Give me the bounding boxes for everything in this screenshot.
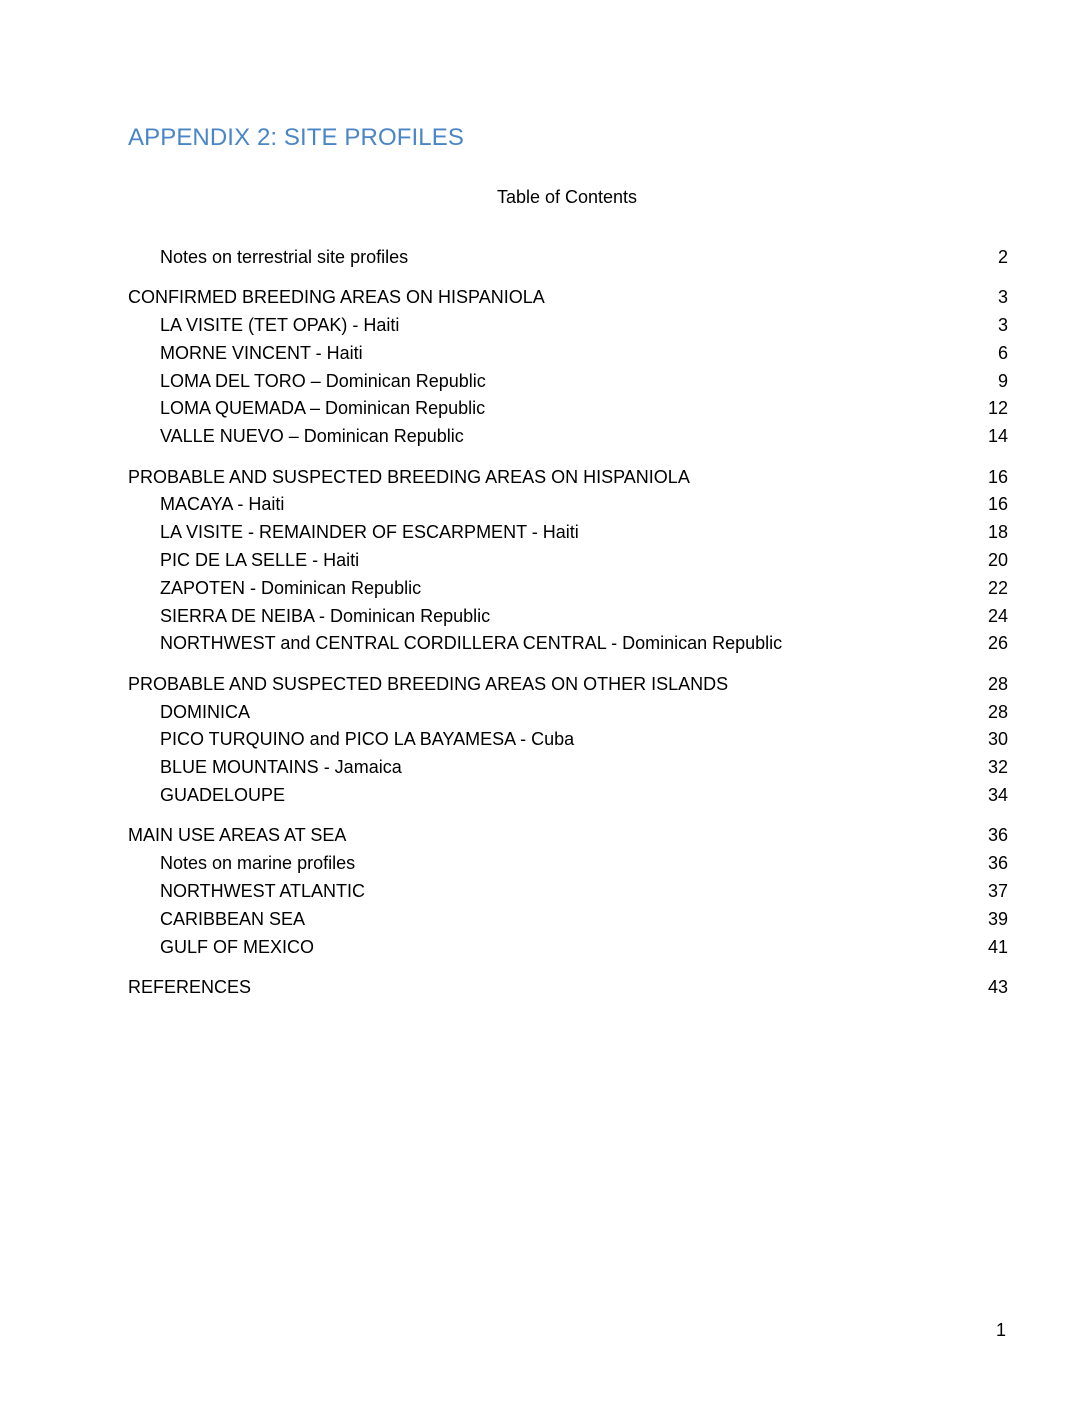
toc-entry-page: 3 [997,287,1008,307]
toc-entry-page: 37 [987,881,1008,901]
toc-entry-label: PROBABLE AND SUSPECTED BREEDING AREAS ON OTHER ISLANDS [128,674,729,694]
toc-entry-page: 43 [987,977,1008,997]
toc-entry[interactable] [160,396,1008,420]
toc-entry-label: Notes on marine profiles [160,853,356,873]
toc-entry-page: 12 [987,398,1008,418]
page-title: APPENDIX 2: SITE PROFILES [128,124,464,151]
toc-entry-label: LA VISITE - REMAINDER OF ESCARPMENT - Haiti [160,522,579,542]
toc-entry-label: NORTHWEST and CENTRAL CORDILLERA CENTRAL - Dominican Republic [160,633,783,653]
toc-entry-label: GUADELOUPE [160,785,286,805]
toc-entry-page: 24 [987,606,1008,626]
toc-entry[interactable] [160,604,1008,628]
toc-entry[interactable] [160,783,1008,807]
page-number: 1 [995,1320,1006,1340]
toc-entry[interactable] [160,907,1008,931]
toc-entry[interactable] [128,285,1008,309]
toc-entry-label: ZAPOTEN - Dominican Republic [160,578,422,598]
toc-entry-page: 30 [987,729,1008,749]
toc-entry[interactable] [160,727,1008,751]
toc-entry[interactable] [160,492,1008,516]
toc-entry-page: 26 [987,633,1008,653]
toc-entry-page: 34 [987,785,1008,805]
toc-entry-label: PROBABLE AND SUSPECTED BREEDING AREAS ON HISPANIOLA [128,467,690,487]
toc-entry-page: 28 [987,702,1008,722]
toc-heading: Table of Contents [496,187,638,207]
toc-entry-label: VALLE NUEVO – Dominican Republic [160,426,464,446]
toc-entry-page: 36 [987,853,1008,873]
toc-entry-label: DOMINICA [160,702,250,722]
toc-entry-label: MAIN USE AREAS AT SEA [128,825,347,845]
toc-entry[interactable] [160,879,1008,903]
toc-entry[interactable] [128,823,1008,847]
toc-entry[interactable] [128,465,1008,489]
toc-entry-page: 22 [987,578,1008,598]
toc-entry-page: 16 [987,494,1008,514]
toc-entry-label: LOMA DEL TORO – Dominican Republic [160,371,486,391]
toc-entry-label: NORTHWEST ATLANTIC [160,881,366,901]
toc-entry-page: 3 [997,315,1008,335]
toc-entry-page: 41 [987,937,1008,957]
toc-entry[interactable] [160,935,1008,959]
toc-entry-label: BLUE MOUNTAINS - Jamaica [160,757,402,777]
toc-entry-page: 28 [987,674,1008,694]
toc-entry-page: 16 [987,467,1008,487]
toc-entry-page: 2 [997,247,1008,267]
toc-entry-page: 36 [987,825,1008,845]
toc-entry[interactable] [128,672,1008,696]
toc-entry[interactable] [160,576,1008,600]
toc-entry[interactable] [160,369,1008,393]
toc-entry-label: MORNE VINCENT - Haiti [160,343,363,363]
toc-entry-label: LOMA QUEMADA – Dominican Republic [160,398,486,418]
toc-entry-label: CARIBBEAN SEA [160,909,306,929]
toc-entry[interactable] [160,631,1008,655]
toc-entry[interactable] [128,975,1008,999]
toc-entry[interactable] [160,520,1008,544]
toc-entry-page: 14 [987,426,1008,446]
toc-entry-label: REFERENCES [128,977,252,997]
toc-entry[interactable] [160,313,1008,337]
toc-entry[interactable] [160,700,1008,724]
toc-entry-page: 9 [997,371,1008,391]
toc-entry[interactable] [160,755,1008,779]
toc-entry-label: SIERRA DE NEIBA - Dominican Republic [160,606,491,626]
toc-entry-label: LA VISITE (TET OPAK) - Haiti [160,315,400,335]
toc-entry-page: 32 [987,757,1008,777]
toc-entry-page: 18 [987,522,1008,542]
toc-entry[interactable] [160,341,1008,365]
toc-entry-label: Notes on terrestrial site profiles [160,247,409,267]
toc-entry-label: CONFIRMED BREEDING AREAS ON HISPANIOLA [128,287,545,307]
toc-entry-label: GULF OF MEXICO [160,937,315,957]
toc-entry[interactable] [160,851,1008,875]
toc-entry-label: PIC DE LA SELLE - Haiti [160,550,360,570]
toc-entry[interactable] [160,424,1008,448]
toc-entry-label: MACAYA - Haiti [160,494,285,514]
toc-entry-label: PICO TURQUINO and PICO LA BAYAMESA - Cuba [160,729,575,749]
toc-entry-page: 20 [987,550,1008,570]
toc-entry-page: 39 [987,909,1008,929]
toc-entry-page: 6 [997,343,1008,363]
toc-entry[interactable] [160,548,1008,572]
toc-entry[interactable] [160,245,1008,269]
